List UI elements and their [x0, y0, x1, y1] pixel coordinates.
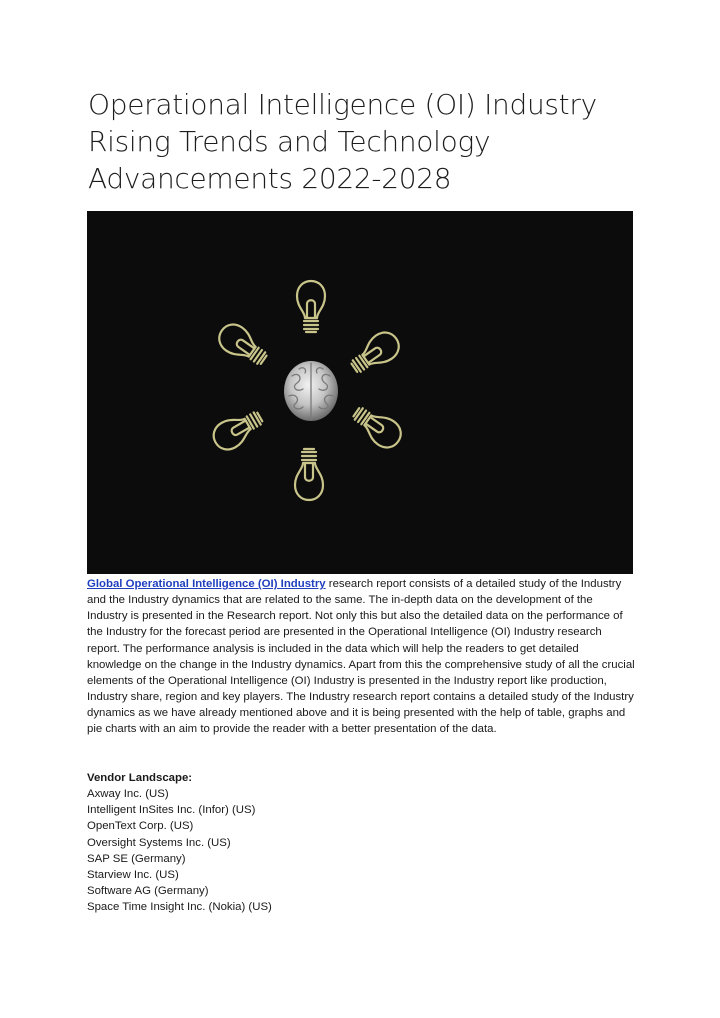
lightbulb-icon	[348, 401, 406, 453]
lightbulb-icon	[346, 327, 404, 379]
report-link[interactable]: Global Operational Intelligence (OI) Industry	[87, 578, 326, 590]
vendor-heading: Vendor Landscape:	[87, 772, 193, 784]
lightbulb-icon	[209, 405, 267, 455]
vendor-item: Axway Inc. (US)	[87, 788, 169, 801]
vendor-item: Oversight Systems Inc. (US)	[87, 836, 231, 849]
vendor-item: OpenText Corp. (US)	[87, 820, 194, 833]
vendor-item: Space Time Insight Inc. (Nokia) (US)	[87, 901, 272, 914]
title-line: Advancements 2022-2028	[88, 162, 452, 195]
brain-lightbulbs-illustration	[87, 211, 633, 574]
title-line: Operational Intelligence (OI) Industry	[88, 88, 597, 121]
intro-body: research report consists of a detailed study of the Industry and the Industry dynamics that are related to the same. The in-depth data on the development of the Industry is presented in the Research report. Not only this but also the detailed data on the performance of the Industry for the forecast period are presented in the Operational Intelligence (OI) Industry research report. The performance analysis is included in the data which will help the readers to get detailed knowledge on the change in the Industry dynamics. Apart from this the comprehensive study of all the crucial elements of the Operational Intelligence (OI) Industry is presented in the Industry report like production, Industry share, region and key players. The Industry research report contains a detailed study of the Industry dynamics as we have already mentioned above and it is being presented with the help of table, graphs and pie charts with an aim to provide the reader with a better presentation of the data.	[87, 578, 635, 736]
brain-icon	[284, 361, 338, 421]
vendor-item: Intelligent InSites Inc. (Infor) (US)	[87, 804, 256, 817]
vendor-landscape	[87, 770, 635, 915]
lightbulb-icon	[214, 319, 272, 371]
vendor-item: Software AG (Germany)	[87, 885, 209, 898]
vendor-list	[87, 786, 635, 915]
vendor-item: Starview Inc. (US)	[87, 868, 179, 881]
lightbulb-icon	[295, 449, 323, 500]
intro-paragraph	[87, 576, 635, 738]
page-title	[88, 86, 648, 197]
lightbulb-icon	[297, 281, 325, 332]
title-line: Rising Trends and Technology	[88, 125, 491, 158]
hero-image	[87, 211, 633, 574]
vendor-item: SAP SE (Germany)	[87, 852, 186, 865]
